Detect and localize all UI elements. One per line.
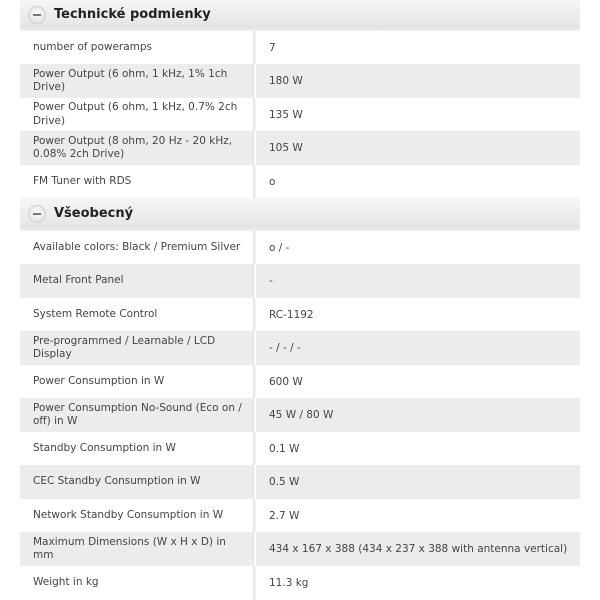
- spec-row: [20, 532, 580, 566]
- section-title: Technické podmienky: [54, 7, 211, 22]
- spec-label: number of poweramps: [33, 40, 153, 53]
- spec-label: System Remote Control: [33, 307, 158, 320]
- spec-row: [20, 298, 580, 331]
- spec-label: FM Tuner with RDS: [33, 174, 132, 187]
- spec-label: CEC Standby Consumption in W: [33, 475, 201, 488]
- spec-label: Power Output (6 ohm, 1 kHz, 1% 1ch Drive): [33, 67, 228, 93]
- spec-label: Standby Consumption in W: [33, 441, 176, 454]
- spec-label: Power Consumption No-Sound (Eco on / off) in W: [33, 401, 242, 427]
- minus-circle-icon[interactable]: [28, 6, 46, 24]
- spec-row: [20, 231, 580, 264]
- specifications-table: [20, 0, 580, 600]
- spec-row: [20, 432, 580, 465]
- spec-value: 7: [269, 41, 276, 54]
- spec-row: [20, 31, 580, 64]
- section-header-general[interactable]: [20, 198, 580, 231]
- spec-value: 434 x 167 x 388 (434 x 237 x 388 with antenna vertical): [269, 543, 568, 555]
- spec-value: o / -: [269, 241, 290, 254]
- spec-value: 0.1 W: [269, 442, 300, 455]
- spec-value: - / - / -: [269, 342, 301, 354]
- spec-row: [20, 331, 580, 365]
- spec-label: Power Output (6 ohm, 1 kHz, 0.7% 2ch Drive): [33, 101, 238, 127]
- spec-value: -: [269, 275, 273, 287]
- spec-row: [20, 165, 580, 198]
- spec-row: [20, 131, 580, 165]
- spec-row: [20, 398, 580, 432]
- spec-row: [20, 264, 580, 298]
- spec-label: Network Standby Consumption in W: [33, 508, 224, 521]
- spec-label: Available colors: Black / Premium Silver: [33, 240, 241, 253]
- spec-label: Maximum Dimensions (W x H x D) in mm: [33, 535, 226, 561]
- spec-value: RC-1192: [269, 308, 314, 321]
- spec-row: [20, 64, 580, 98]
- spec-value: 600 W: [269, 375, 303, 388]
- spec-value: 105 W: [269, 142, 303, 154]
- spec-label: Power Consumption in W: [33, 374, 165, 387]
- section-header-technical[interactable]: [20, 0, 580, 31]
- spec-value: 2.7 W: [269, 509, 300, 522]
- spec-label: Weight in kg: [33, 576, 99, 589]
- spec-value: 11.3 kg: [269, 577, 309, 589]
- spec-value: o: [269, 175, 276, 188]
- spec-label: Pre-programmed / Learnable / LCD Display: [33, 334, 216, 360]
- spec-row: [20, 566, 580, 600]
- spec-value: 180 W: [269, 75, 303, 87]
- spec-row: [20, 98, 580, 131]
- spec-label: Metal Front Panel: [33, 274, 124, 287]
- spec-value: 135 W: [269, 108, 303, 121]
- spec-value: 45 W / 80 W: [269, 409, 334, 421]
- spec-row: [20, 465, 580, 499]
- section-title: Všeobecný: [54, 206, 134, 221]
- minus-circle-icon[interactable]: [28, 205, 46, 223]
- spec-value: 0.5 W: [269, 476, 300, 488]
- spec-row: [20, 365, 580, 398]
- spec-label: Power Output (8 ohm, 20 Hz - 20 kHz, 0.08% 2ch Drive): [33, 134, 233, 160]
- spec-row: [20, 499, 580, 532]
